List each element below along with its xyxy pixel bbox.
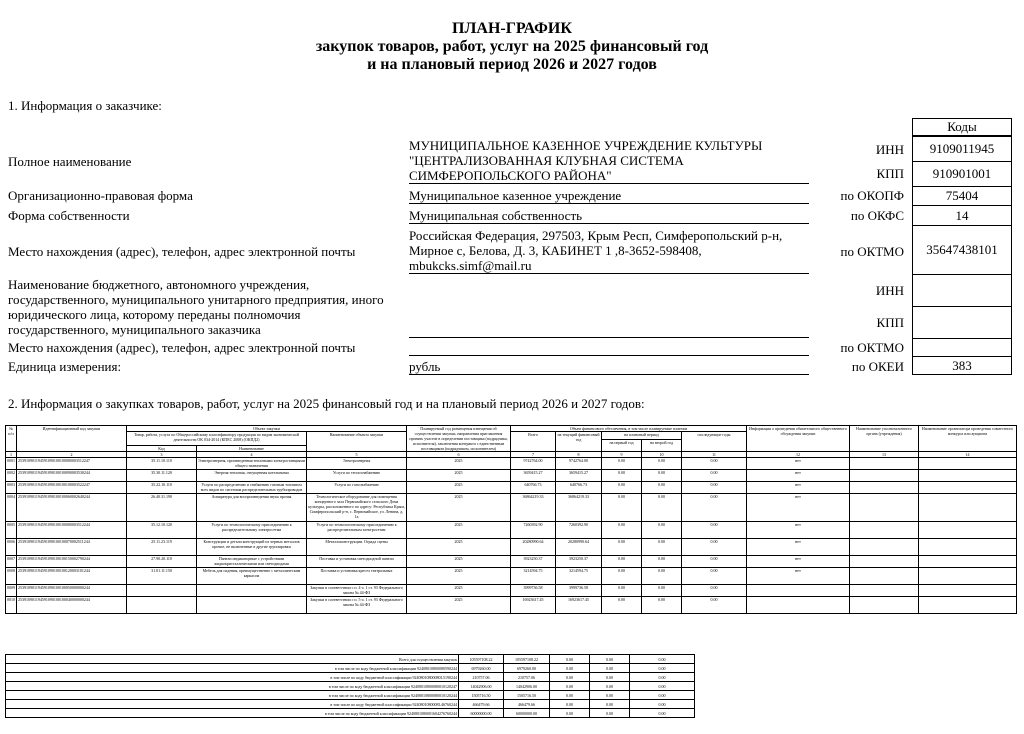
row-first-year: 0.00 [602, 568, 642, 585]
table-row [6, 585, 1017, 597]
inn2-value [912, 274, 1012, 307]
row-year: 2025 [407, 585, 511, 597]
row-object-name: Услуги по теплоснабжению [307, 470, 407, 482]
row-object-name: Закупки в соответствии с п. 4 ч. 1 ст. 93 Федерального закона № 44-ФЗ [307, 585, 407, 597]
header-second: на второй год [642, 439, 682, 452]
row-later: 0.00 [682, 494, 747, 522]
row-joint [919, 568, 1017, 585]
row-total: 3214594.75 [511, 568, 556, 585]
row-okpd-code: 35.12.10.120 [127, 522, 197, 539]
table-row [6, 458, 1017, 470]
row-total: 16923617.45 [511, 597, 556, 614]
totals-second-year: 0.00 [590, 709, 630, 718]
row-discussion: нет [747, 494, 850, 522]
row-year: 2025 [407, 522, 511, 539]
kpp2-label: КПП [876, 315, 904, 330]
header-object-sub: Товар, работа, услуга по Общероссийскому классификатору продукции по видам экономической деятельности ОК 034-2014 (КПЕС 2008) (ОКПД2) [127, 432, 307, 446]
totals-later: 0.00 [630, 709, 695, 718]
col-number: 3 [127, 452, 197, 458]
row-number: 0003 [6, 482, 17, 494]
row-org [850, 494, 919, 522]
okei-label: по ОКЕИ [851, 359, 904, 374]
row-joint [919, 458, 1017, 470]
oktmo2-label: по ОКТМО [840, 340, 904, 355]
row-second-year: 0.00 [642, 585, 682, 597]
row-current: 7260392.90 [556, 522, 602, 539]
kpp-value: 910901001 [912, 161, 1012, 187]
row-okpd-name: Услуги по распределению и снабжению газовым топливом всех видов по системам распределительных трубопроводов [197, 482, 307, 494]
header-planned: на плановый период [602, 432, 682, 440]
totals-later: 0.00 [630, 664, 695, 673]
totals-current: 105597108.22 [504, 655, 550, 664]
totals-current: 60000000.00 [504, 709, 550, 718]
header-finance: Объем финансового обеспечения, в том числе планируемые платежи [511, 426, 747, 432]
header-current: на текущий финансовый год [556, 432, 602, 452]
totals-total: 105597108.22 [459, 655, 504, 664]
col-number: 14 [919, 452, 1017, 458]
row-okpd-name: Мебель для сидения, преимущественно с металлическим каркасом [197, 568, 307, 585]
procurement-table [5, 425, 1017, 614]
row-org [850, 585, 919, 597]
header-code: Код [127, 446, 197, 452]
row-second-year: 0.00 [642, 556, 682, 568]
table-row [6, 597, 1017, 614]
row-later: 0.00 [682, 585, 747, 597]
row-joint [919, 470, 1017, 482]
row-object-name: Закупки в соответствии с п. 5 ч. 1 ст. 93 Федерального закона № 44-ФЗ [307, 597, 407, 614]
row-discussion: нет [747, 482, 850, 494]
header-joint: Наименование организатора проведения совместного конкурса или аукциона [919, 426, 1017, 452]
row-discussion [747, 585, 850, 597]
totals-first-year: 0.00 [550, 709, 590, 718]
row-org [850, 597, 919, 614]
totals-current: 210757.06 [504, 673, 550, 682]
title-line-2: закупок товаров, работ, услуг на 2025 финансовый год [315, 38, 709, 55]
row-current: 640766.73 [556, 482, 602, 494]
row-later: 0.00 [682, 539, 747, 556]
row-year: 2025 [407, 597, 511, 614]
totals-rows [6, 655, 695, 718]
title-line-3: и на плановый период 2026 и 2027 годов [367, 56, 657, 73]
row-first-year: 0.00 [602, 556, 642, 568]
row-joint [919, 482, 1017, 494]
totals-row [6, 682, 695, 691]
row-number: 0010 [6, 597, 17, 614]
row-year: 2025 [407, 568, 511, 585]
row-later: 0.00 [682, 458, 747, 470]
inn-value: 9109011945 [912, 136, 1012, 162]
row-okpd-name: Аппаратура для воспроизведения звука прочая [197, 494, 307, 522]
totals-row [6, 655, 695, 664]
row-total: 36864219.33 [511, 494, 556, 522]
col-number: 8 [556, 452, 602, 458]
header-discussion: Информация о проведении обязательного общественного обсуждения закупки [747, 426, 850, 452]
transfer-label: Наименование бюджетного, автономного учреждения, государственного, муниципального унитарного предприятия, иного юридического лица, которому переданы полномочия государственного, муниципального заказчика [8, 277, 384, 337]
row-ikz: 253910901194591090100100060002640244 [17, 494, 127, 522]
row-first-year: 0.00 [602, 458, 642, 470]
row-okpd-code: 35.22.10.110 [127, 482, 197, 494]
okfs-label: по ОКФС [850, 208, 904, 223]
totals-current: 6979260.00 [504, 664, 550, 673]
totals-label: в том числе по коду бюджетной классификации 92408010800080590244 [6, 664, 459, 673]
totals-second-year: 0.00 [590, 682, 630, 691]
transfer-value [409, 322, 809, 338]
col-number: 12 [747, 452, 850, 458]
row-year: 2025 [407, 556, 511, 568]
totals-current: 14042906.00 [504, 682, 550, 691]
totals-first-year: 0.00 [550, 682, 590, 691]
row-number: 0007 [6, 556, 17, 568]
totals-total: 60000000.00 [459, 709, 504, 718]
row-total: 9742764.00 [511, 458, 556, 470]
header-obj-name: Наименование объекта закупки [307, 432, 407, 452]
col-number: 1 [6, 452, 17, 458]
header-first: на первый год [602, 439, 642, 452]
row-okpd-code: 25.11.23.119 [127, 539, 197, 556]
ownership-label: Форма собственности [8, 208, 130, 223]
row-total: 3999736.58 [511, 585, 556, 597]
row-okpd-code [127, 597, 197, 614]
table-row [6, 522, 1017, 539]
codes-header: Коды [912, 118, 1012, 136]
totals-second-year: 0.00 [590, 664, 630, 673]
kpp-label: КПП [876, 166, 904, 181]
row-joint [919, 522, 1017, 539]
row-second-year: 0.00 [642, 494, 682, 522]
row-joint [919, 539, 1017, 556]
col-number: 5 [307, 452, 407, 458]
totals-second-year: 0.00 [590, 691, 630, 700]
document-title [0, 20, 1024, 74]
row-current: 9742764.00 [556, 458, 602, 470]
address-value: Российская Федерация, 297503, Крым Респ, Симферопольский р-н, Мирное с, Белова, Д. 3, КАБИНЕТ 1 ,8-3652-598408, mbukcks.simf@mail.ru [409, 228, 809, 274]
col-number: 11 [682, 452, 747, 458]
row-okpd-code [127, 585, 197, 597]
row-total: 3923250.37 [511, 556, 556, 568]
okfs-value: 14 [912, 205, 1012, 226]
row-second-year: 0.00 [642, 470, 682, 482]
row-number: 0006 [6, 539, 17, 556]
row-okpd-name [197, 585, 307, 597]
legal-form-label: Организационно-правовая форма [8, 188, 193, 203]
table-row [6, 470, 1017, 482]
section-1-title: 1. Информация о заказчике: [8, 98, 162, 113]
row-first-year: 0.00 [602, 539, 642, 556]
totals-total: 1505716.50 [459, 691, 504, 700]
row-current: 3659415.27 [556, 470, 602, 482]
totals-label: в том числе по коду бюджетной классификации 92408010800080010120244 [6, 691, 459, 700]
totals-later: 0.00 [630, 673, 695, 682]
totals-later: 0.00 [630, 700, 695, 709]
ownership-value: Муниципальная собственность [409, 208, 809, 224]
row-year: 2025 [407, 470, 511, 482]
col-number: 6 [407, 452, 511, 458]
row-first-year: 0.00 [602, 482, 642, 494]
row-okpd-name: Панели индикаторные с устройствами жидкокристаллическими или светодиодами [197, 556, 307, 568]
row-ikz: 253910901194591090100100070002511244 [17, 539, 127, 556]
row-number: 0002 [6, 470, 17, 482]
row-org [850, 458, 919, 470]
row-later: 0.00 [682, 482, 747, 494]
col-number: 7 [511, 452, 556, 458]
okopf-value: 75404 [912, 186, 1012, 206]
row-second-year: 0.00 [642, 568, 682, 585]
full-name-value: МУНИЦИПАЛЬНОЕ КАЗЕННОЕ УЧРЕЖДЕНИЕ КУЛЬТУРЫ "ЦЕНТРАЛИЗОВАННАЯ КЛУБНАЯ СИСТЕМА СИМФЕРОПОЛЬСКОГО РАЙОНА" [409, 138, 809, 184]
totals-total: 14042906.00 [459, 682, 504, 691]
table-row [6, 539, 1017, 556]
row-joint [919, 585, 1017, 597]
table-row [6, 482, 1017, 494]
col-number: 9 [602, 452, 642, 458]
row-number: 0009 [6, 585, 17, 597]
inn-label: ИНН [875, 142, 904, 157]
row-first-year: 0.00 [602, 585, 642, 597]
row-total: 7260392.90 [511, 522, 556, 539]
row-second-year: 0.00 [642, 539, 682, 556]
row-second-year: 0.00 [642, 597, 682, 614]
header-ikz: Идентификационный код закупки [17, 426, 127, 452]
row-later: 0.00 [682, 522, 747, 539]
address2-label: Место нахождения (адрес), телефон, адрес электронной почты [8, 340, 356, 355]
legal-form-value: Муниципальное казенное учреждение [409, 188, 809, 204]
totals-label: в том числе по коду бюджетной классификации 92408010800080L5190244 [6, 673, 459, 682]
row-object-name: Технологическое оборудование для помещения концертного зала Первомайского сельского Дома культуры, расположенного по адресу: Республика Крым, Симферопольский р-н, с. Первомайское, ул. Ленина, д. 1а [307, 494, 407, 522]
row-ikz: 253910901194591090100100050000000244 [17, 585, 127, 597]
row-org [850, 568, 919, 585]
row-year: 2025 [407, 482, 511, 494]
row-discussion: нет [747, 470, 850, 482]
row-discussion: нет [747, 539, 850, 556]
totals-row [6, 709, 695, 718]
address-label: Место нахождения (адрес), телефон, адрес электронной почты [8, 244, 356, 259]
row-current: 3999736.58 [556, 585, 602, 597]
totals-second-year: 0.00 [590, 700, 630, 709]
inn2-label: ИНН [875, 283, 904, 298]
kpp2-value [912, 306, 1012, 339]
row-object-name: Услуги по газоснабжению [307, 482, 407, 494]
totals-label: Всего для осуществления закупок [6, 655, 459, 664]
row-later: 0.00 [682, 597, 747, 614]
procurement-rows [6, 458, 1017, 614]
row-discussion: нет [747, 568, 850, 585]
row-org [850, 482, 919, 494]
row-okpd-code: 35.30.11.120 [127, 470, 197, 482]
totals-row [6, 700, 695, 709]
totals-first-year: 0.00 [550, 673, 590, 682]
col-number: 10 [642, 452, 682, 458]
totals-second-year: 0.00 [590, 673, 630, 682]
row-ikz: 253910901194591090100100080003512247 [17, 458, 127, 470]
row-current: 20280990.64 [556, 539, 602, 556]
row-org [850, 539, 919, 556]
row-discussion [747, 597, 850, 614]
totals-row [6, 673, 695, 682]
header-later: последующие годы [682, 432, 747, 452]
totals-second-year: 0.00 [590, 655, 630, 664]
title-line-1: ПЛАН-ГРАФИК [452, 20, 572, 37]
row-number: 0005 [6, 522, 17, 539]
row-second-year: 0.00 [642, 482, 682, 494]
row-org [850, 522, 919, 539]
totals-later: 0.00 [630, 682, 695, 691]
row-total: 3659415.27 [511, 470, 556, 482]
header-name: Наименование [197, 446, 307, 452]
row-first-year: 0.00 [602, 597, 642, 614]
row-year: 2025 [407, 539, 511, 556]
totals-first-year: 0.00 [550, 700, 590, 709]
row-joint [919, 494, 1017, 522]
row-year: 2025 [407, 494, 511, 522]
row-org [850, 556, 919, 568]
row-number: 0008 [6, 568, 17, 585]
row-number: 0001 [6, 458, 17, 470]
row-okpd-name [197, 597, 307, 614]
row-okpd-code: 27.90.20.110 [127, 556, 197, 568]
okei-value: 383 [912, 356, 1012, 375]
row-current: 3214594.75 [556, 568, 602, 585]
totals-label: в том числе по коду бюджетной классификации 92408010800080010120247 [6, 682, 459, 691]
table-row [6, 568, 1017, 585]
row-current: 16923617.45 [556, 597, 602, 614]
row-joint [919, 556, 1017, 568]
header-org: Наименование уполномоченного органа (учреждения) [850, 426, 919, 452]
row-ikz: 253910901194591090100100100003522247 [17, 482, 127, 494]
table-row [6, 494, 1017, 522]
row-discussion: нет [747, 556, 850, 568]
row-object-name: Поставка и установка кресел театральных [307, 568, 407, 585]
row-first-year: 0.00 [602, 494, 642, 522]
totals-first-year: 0.00 [550, 664, 590, 673]
row-current: 36864219.33 [556, 494, 602, 522]
row-okpd-code: 26.40.31.190 [127, 494, 197, 522]
unit-value: рубль [409, 359, 809, 375]
row-okpd-code: 31.01.11.150 [127, 568, 197, 585]
row-ikz: 253910901194591090100100150002790244 [17, 556, 127, 568]
totals-current: 1505716.50 [504, 691, 550, 700]
totals-total: 6979260.00 [459, 664, 504, 673]
row-second-year: 0.00 [642, 522, 682, 539]
row-total: 640766.73 [511, 482, 556, 494]
row-later: 0.00 [682, 568, 747, 585]
row-year: 2025 [407, 458, 511, 470]
okopf-label: по ОКОПФ [840, 188, 904, 203]
row-discussion: нет [747, 458, 850, 470]
row-okpd-name: Конструкции и детали конструкций из черных металлов прочие, не включенные в другие группировки [197, 539, 307, 556]
oktmo2-value [912, 338, 1012, 357]
row-okpd-name: Электроэнергия, произведенная тепловыми электростанциями общего назначения [198, 458, 305, 468]
totals-label: в том числе по коду бюджетной классификации 9240801080001604276760244 [6, 709, 459, 718]
col-number: 2 [17, 452, 127, 458]
totals-total: 210757.06 [459, 673, 504, 682]
row-object-name: Услуги по технологическому присоединению к распределительным электросетям [307, 522, 407, 539]
table-row [6, 556, 1017, 568]
row-object-name: Металлоконструкции. Ограда сцены [307, 539, 407, 556]
row-okpd-name: Услуги по технологическому присоединению к распределительному электросетям [197, 522, 307, 539]
totals-table [5, 654, 695, 718]
row-later: 0.00 [682, 556, 747, 568]
row-total: 20280990.64 [511, 539, 556, 556]
header-object: Объект закупки [127, 426, 407, 432]
oktmo-value: 35647438101 [912, 225, 1012, 275]
col-number: 13 [850, 452, 919, 458]
row-object-name: Электроэнергия [307, 458, 407, 470]
row-first-year: 0.00 [602, 470, 642, 482]
row-ikz: 253910901194591090100100090003530244 [17, 470, 127, 482]
row-okpd-code: 35.11.10.110 [127, 458, 197, 470]
full-name-label: Полное наименование [8, 154, 132, 169]
row-number: 0004 [6, 494, 17, 522]
totals-current: 466479.66 [504, 700, 550, 709]
row-ikz: 253910901194591090100100120003101244 [17, 568, 127, 585]
row-ikz: 253910901194591090100100080003512244 [17, 522, 127, 539]
totals-first-year: 0.00 [550, 691, 590, 700]
address2-value [409, 340, 809, 356]
totals-label: в том числе по коду бюджетной классификации 9240801080008L46760244 [6, 700, 459, 709]
row-second-year: 0.00 [642, 458, 682, 470]
row-org [850, 470, 919, 482]
row-first-year: 0.00 [602, 522, 642, 539]
row-discussion: нет [747, 522, 850, 539]
unit-label: Единица измерения: [8, 359, 122, 374]
row-okpd-name: Энергия тепловая, отпущенная котельными [197, 470, 307, 482]
section-2-title: 2. Информация о закупках товаров, работ, услуг на 2025 финансовый год и на плановый период 2026 и 2027 годов: [8, 396, 645, 411]
header-year: Планируемый год размещения извещения об осуществлении закупки, направления приглашения принять участие в определении поставщика (подрядчика, исполнителя), заключения контракта с единственным поставщиком (подрядчиком, исполнителем) [407, 426, 511, 452]
totals-total: 466479.66 [459, 700, 504, 709]
row-ikz: 253910901194591090100100040000000244 [17, 597, 127, 614]
totals-row [6, 664, 695, 673]
totals-first-year: 0.00 [550, 655, 590, 664]
totals-row [6, 691, 695, 700]
header-total: Всего [511, 432, 556, 452]
totals-later: 0.00 [630, 691, 695, 700]
totals-later: 0.00 [630, 655, 695, 664]
row-object-name: Поставка и установка светодиодной панели [307, 556, 407, 568]
col-number: 4 [197, 452, 307, 458]
oktmo-label: по ОКТМО [840, 244, 904, 259]
row-current: 3923250.37 [556, 556, 602, 568]
header-num: № п/п [6, 426, 17, 452]
row-later: 0.00 [682, 470, 747, 482]
row-joint [919, 597, 1017, 614]
